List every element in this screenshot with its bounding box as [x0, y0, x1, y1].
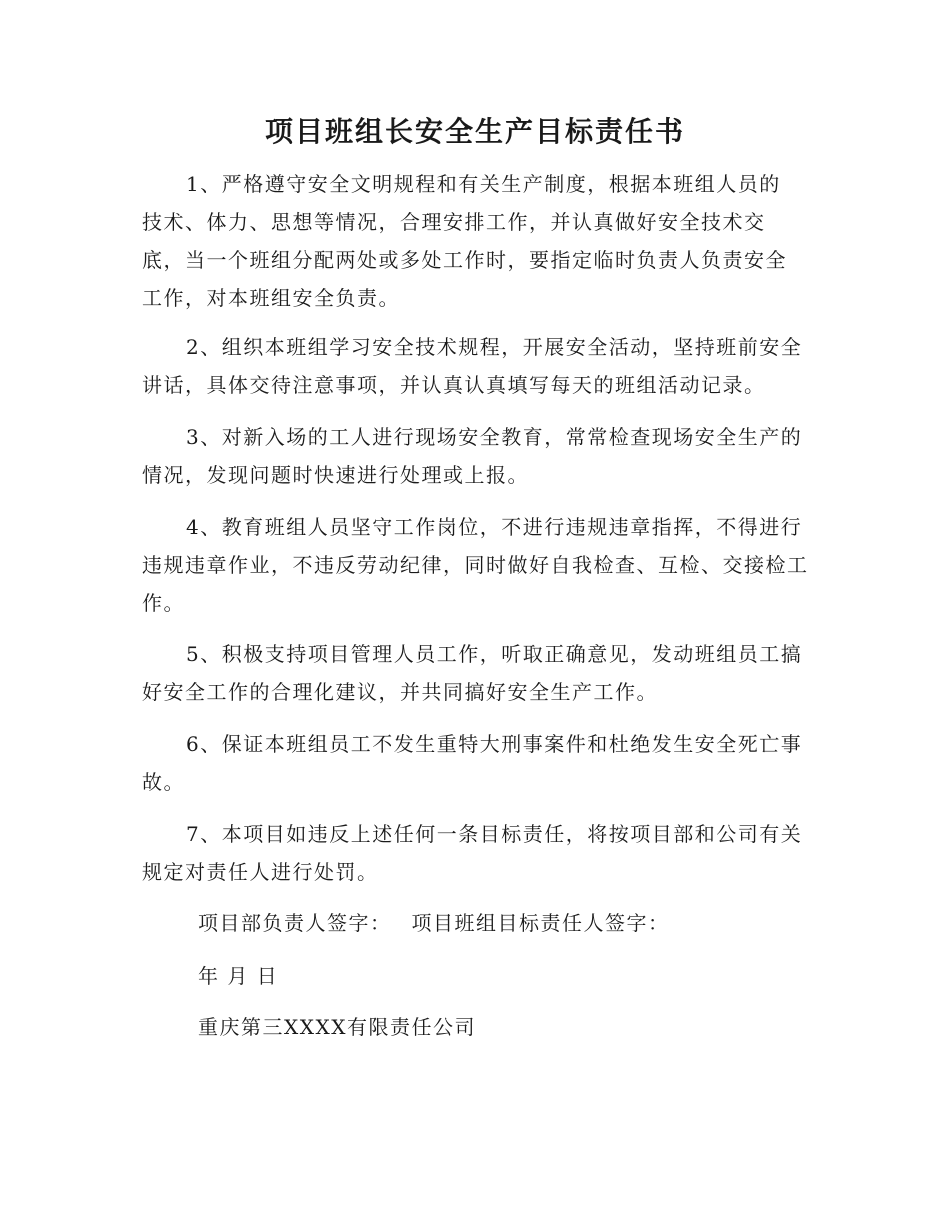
document-title: 项目班组长安全生产目标责任书: [264, 115, 685, 148]
clause-3: 3、对新入场的工人进行现场安全教育，常常检查现场安全生产的情况，发现问题时快速进行处理或上报。: [142, 425, 803, 487]
company-name: 重庆第三XXXX有限责任公司: [198, 1015, 476, 1039]
clause-2: 2、组织本班组学习安全技术规程，开展安全活动，坚持班前安全讲话，具体交待注意事项，并认真认真填写每天的班组活动记录。: [142, 335, 803, 397]
clause-1: 1、严格遵守安全文明规程和有关生产制度，根据本班组人员的技术、体力、思想等情况，合理安排工作，并认真做好安全技术交底，当一个班组分配两处或多处工作时，要指定临时负责人负责安全工作，对本班组安全负责。: [142, 172, 787, 310]
clause-7: 7、本项目如违反上述任何一条目标责任，将按项目部和公司有关规定对责任人进行处罚。: [142, 822, 803, 884]
team-leader-signature-label: 项目班组目标责任人签字：: [411, 911, 670, 935]
signature-labels: [198, 904, 670, 942]
project-dept-signature-label: 项目部负责人签字：: [198, 911, 392, 935]
date-line: 年 月 日: [198, 964, 279, 988]
clause-4: 4、教育班组人员坚守工作岗位，不进行违规违章指挥，不得进行违规违章作业，不违反劳动纪律，同时做好自我检查、互检、交接检工作。: [142, 515, 809, 615]
clause-5: 5、积极支持项目管理人员工作，听取正确意见，发动班组员工搞好安全工作的合理化建议，并共同搞好安全生产工作。: [142, 642, 803, 704]
clause-6: 6、保证本班组员工不发生重特大刑事案件和杜绝发生安全死亡事故。: [142, 732, 803, 794]
